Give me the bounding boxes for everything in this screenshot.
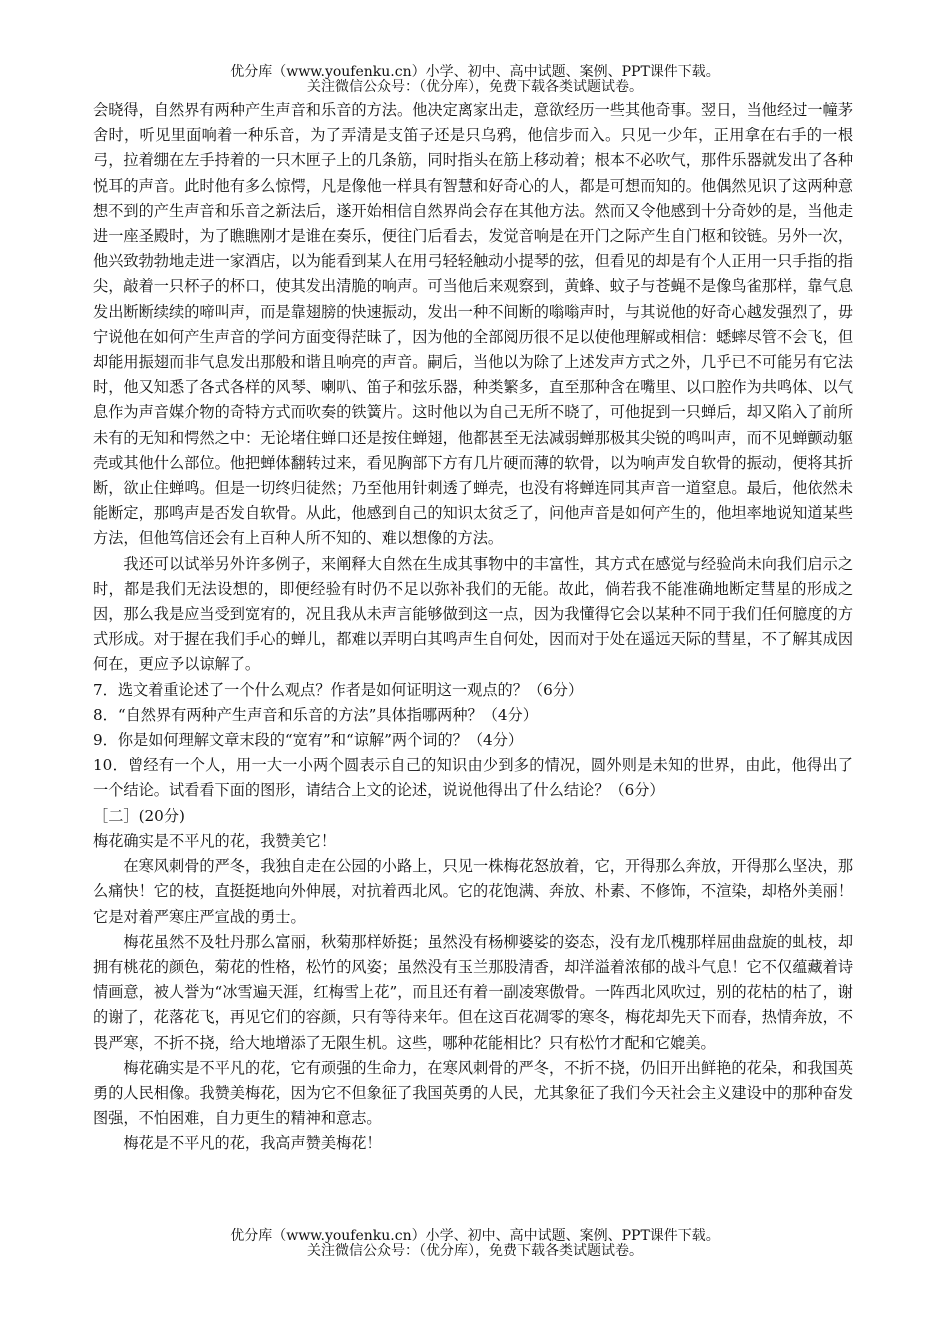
- document-body: [93, 98, 853, 1157]
- question-10: 10．曾经有一个人，用一大一小两个圆表示自己的知识由少到多的情况，圆外则是未知的世界，由此，他得出了一个结论。试看看下面的图形，请结合上文的论述，说说他得出了什么结论？（6分）: [93, 756, 853, 800]
- essay-closing: 梅花是不平凡的花，我高声赞美梅花！: [123, 1134, 382, 1153]
- question-7: 7．选文着重论述了一个什么观点？作者是如何证明这一观点的？（6分）: [93, 680, 584, 699]
- header-wechat-line: 关注微信公众号：（优分库），免费下载各类试题试卷。: [307, 79, 643, 95]
- footer-wechat-line: 关注微信公众号：（优分库），免费下载各类试题试卷。: [307, 1243, 643, 1259]
- page-footer: [0, 1229, 950, 1259]
- passage-paragraph: 会晓得，自然界有两种产生声音和乐音的方法。他决定离家出走，意欲经历一些其他奇事。翌日，当他经过一幢茅舍时，听见里面响着一种乐音，为了弄清是支笛子还是只乌鸦，他信步而入。只见一少年，正用拿在右手的一根弓，拉着绷在左手持着的一只木匣子上的几条筋，同时指头在筋上移动着；根本不必吹气，那件乐器就发出了各种悦耳的声音。此时他有多么惊愕，凡是像他一样具有智慧和好奇心的人，都是可想而知的。他偶然见识了这两种意想不到的产生声音和乐音之新法后，遂开始相信自然界尚会存在其他方法。然而又令他感到十分奇妙的是，当他走进一座圣殿时，为了瞧瞧刚才是谁在奏乐，便往门后看去，发觉音响是在开门之际产生自门枢和铰链。另外一次，他兴致勃勃地走进一家酒店，以为能看到某人在用弓轻轻触动小提琴的弦，但看见的却是有个人正用一只手指的指尖，敲着一只杯子的杯口，使其发出清脆的响声。可当他后来观察到，黄蜂、蚊子与苍蝇不是像鸟雀那样，靠气息发出断断续续的啼叫声，而是靠翅膀的快速振动，发出一种不间断的嗡嗡声时，与其说他的好奇心越发强烈了，毋宁说他在如何产生声音的学问方面变得茫昧了，因为他的全部阅历很不足以使他理解或相信：蟋蟀尽管不会飞，但却能用振翅而非气息发出那般和谐且响亮的声音。嗣后，当他以为除了上述发声方式之外，几乎已不可能另有它法时，他又知悉了各式各样的风琴、喇叭、笛子和弦乐器，种类繁多，直至那种含在嘴里、以口腔作为共鸣体、以气息作为声音媒介物的奇特方式而吹奏的铁簧片。这时他以为自己无所不晓了，可他捉到一只蝉后，却又陷入了前所未有的无知和愕然之中：无论堵住蝉口还是按住蝉翅，他都甚至无法减弱蝉那极其尖锐的鸣叫声，而不见蝉颤动躯壳或其他什么部位。他把蝉体翻转过来，看见胸部下方有几片硬而薄的软骨，以为响声发自软骨的振动，便将其折断，欲止住蝉鸣。但是一切终归徒然；乃至他用针刺透了蝉壳，也没有将蝉连同其声音一道窒息。最后，他依然未能断定，那鸣声是否发自软骨。从此，他感到自己的知识太贫乏了，问他声音是如何产生的，他坦率地说知道某些方法，但他笃信还会有上百种人所不知的、难以想像的方法。: [93, 101, 853, 548]
- passage-paragraph: 我还可以试举另外许多例子，来阐释大自然在生成其事物中的丰富性，其方式在感觉与经验尚未向我们启示之时，都是我们无法设想的，即便经验有时仍不足以弥补我们的无能。故此，倘若我不能准确地断定彗星的形成之因，那么我是应当受到宽宥的，况且我从未声言能够做到这一点，因为我懂得它会以某种不同于我们任何臆度的方式形成。对于握在我们手心的蝉儿，都难以弄明白其鸣声生自何处，因而对于处在遥远天际的彗星，不了解其成因何在，更应予以谅解了。: [93, 554, 853, 674]
- footer-site-line: 优分库（www.youfenku.cn）小学、初中、高中试题、案例、PPT课件下载。: [230, 1228, 720, 1244]
- essay-paragraph: 在寒风刺骨的严冬，我独自走在公园的小路上，只见一株梅花怒放着，它，开得那么奔放，开得那么坚决，那么痛快！它的枝，直挺挺地向外伸展，对抗着西北风。它的花饱满、奔放、朴素、不修饰，不渲染，却格外美丽！它是对着严寒庄严宣战的勇士。: [93, 857, 853, 926]
- essay-paragraph: 梅花虽然不及牡丹那么富丽，秋菊那样娇挺；虽然没有杨柳婆娑的姿态，没有龙爪槐那样屈曲盘旋的虬枝，却拥有桃花的颜色，菊花的性格，松竹的风姿；虽然没有玉兰那股清香，却洋溢着浓郁的战斗气息！它不仅蕴藏着诗情画意，被人誉为“冰雪遍天涯，红梅雪上花”，而且还有着一副凌寒傲骨。一阵西北风吹过，别的花枯的枯了，谢的谢了，花落花飞，再见它们的容颜，只有等待来年。但在这百花凋零的寒冬，梅花却先天下而春，热情奔放，不畏严寒，不折不挠，给大地增添了无限生机。这些，哪种花能相比？只有松竹才配和它媲美。: [93, 932, 853, 1052]
- header-site-line: 优分库（www.youfenku.cn）小学、初中、高中试题、案例、PPT课件下载。: [230, 64, 720, 80]
- essay-opening: 梅花确实是不平凡的花，我赞美它！: [93, 831, 336, 850]
- question-9: 9．你是如何理解文章末段的“宽宥”和“谅解”两个词的？（4分）: [93, 731, 524, 750]
- question-8: 8．“自然界有两种产生声音和乐音的方法”具体指哪两种？（4分）: [93, 705, 538, 724]
- essay-paragraph: 梅花确实是不平凡的花，它有顽强的生命力，在寒风刺骨的严冬，不折不挠，仍旧开出鲜艳的花朵，和我国英勇的人民相像。我赞美梅花，因为它不但象征了我国英勇的人民，尤其象征了我们今天社会主义建设中的那种奋发图强，不怕困难，自力更生的精神和意志。: [93, 1058, 853, 1128]
- section-heading: ［二］(20分): [93, 806, 185, 825]
- page-header: [0, 65, 950, 95]
